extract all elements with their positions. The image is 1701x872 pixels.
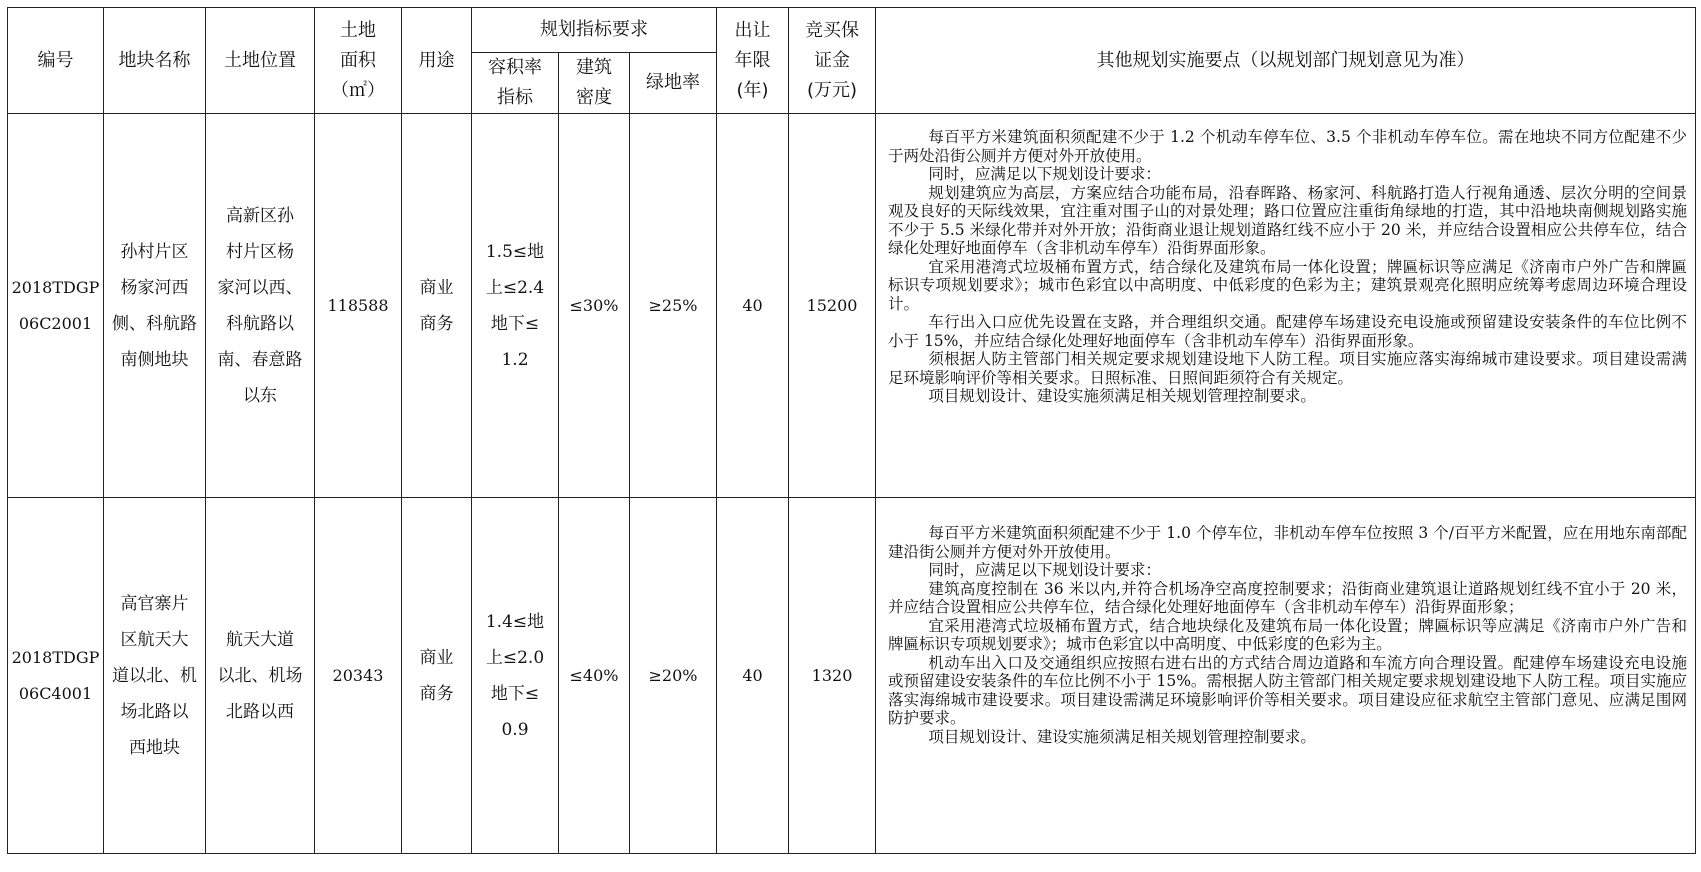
- row1-deposit: 15200: [789, 114, 876, 498]
- row1-use-line: 商业: [419, 277, 454, 298]
- row1-location-line: 高新区孙: [226, 205, 294, 226]
- header-plan-group: 规划指标要求: [472, 8, 717, 53]
- row2-note-paragraph: 项目规划设计、建设实施须满足相关规划管理控制要求。: [928, 727, 1316, 746]
- row2-location-line: 北路以西: [226, 701, 294, 722]
- header-term-line1: 出让: [734, 19, 771, 41]
- row1-name: [104, 114, 206, 498]
- row1-density: ≤30%: [559, 114, 630, 498]
- row2-density: ≤40%: [559, 498, 630, 854]
- row2-far-line: 地下≤: [490, 683, 540, 704]
- row2-name: [104, 498, 206, 854]
- header-density: [559, 53, 630, 114]
- row2-use: [402, 498, 472, 854]
- header-use: 用途: [402, 8, 472, 114]
- header-deposit-line2: 证金: [814, 49, 851, 71]
- row2-note-paragraph: 每百平方米建筑面积须配建不少于 1.0 个停车位，非机动车停车位按照 3 个/百平方米配置，应在用地东南部配建沿街公厕并方便对外开放使用。: [888, 524, 1687, 561]
- header-density-line1: 建筑: [576, 57, 612, 78]
- row2-id-line2: 06C4001: [18, 683, 93, 703]
- row1-note-paragraph: 规划建筑应为高层，方案应结合功能布局，沿春晖路、杨家河、科航路打造人行视角通透、层次分明的空间景观及良好的天际线效果，宜注重对围子山的对景处理；路口位置应注重街角绿地的打造，其中沿地块南侧规划路实施不少于 5.5 米绿化带并对外开放；沿街商业退让规划道路红线不应小于 20 米，并应结合设置相应公共停车位，结合绿化处理好地面停车（含非机动车停车）沿街界面形象。: [888, 183, 1687, 257]
- header-area-line3: （㎡）: [331, 79, 385, 101]
- row1-area: 118588: [315, 114, 402, 498]
- row2-id-line1: 2018TDGP: [11, 647, 100, 667]
- header-name: 地块名称: [104, 8, 206, 114]
- row1-id: [8, 114, 104, 498]
- row2-location-line: 航天大道: [226, 629, 294, 650]
- row2-name-line: 场北路以: [120, 701, 189, 722]
- row1-far: [472, 114, 559, 498]
- row2-term: 40: [717, 498, 789, 854]
- row1-id-line1: 2018TDGP: [11, 277, 100, 297]
- row1-location-line: 村片区杨: [226, 241, 294, 262]
- land-parcel-table: [7, 7, 1696, 854]
- row1-note-paragraph: 宜采用港湾式垃圾桶布置方式，结合绿化及建筑布局一体化设置；牌匾标识等应满足《济南市户外广告和牌匾标识专项规划要求》；城市色彩宜以中高明度、中低彩度的色彩为主；建筑景观亮化照明应统筹考虑周边环境合理设计。: [888, 257, 1687, 313]
- row1-location-line: 科航路以: [226, 313, 294, 334]
- row1-note-paragraph: 项目规划设计、建设实施须满足相关规划管理控制要求。: [928, 387, 1316, 405]
- row1-use: [402, 114, 472, 498]
- header-term-line3: (年): [736, 79, 769, 101]
- row1-location-line: 以东: [243, 385, 277, 406]
- row2-note-paragraph: 建筑高度控制在 36 米以内,并符合机场净空高度控制要求；沿街商业建筑退让道路规划红线不宜小于 20 米，并应结合设置相应公共停车位，结合绿化处理好地面停车（含非机动车停车）沿街界面形象；: [888, 579, 1687, 616]
- row1-far-line: 地下≤: [490, 313, 540, 334]
- header-term: [717, 8, 789, 114]
- row2-name-line: 高官寨片: [120, 593, 189, 614]
- row1-name-line: 孙村片区: [120, 241, 189, 262]
- row2-location-line: 以北、机场: [217, 665, 303, 686]
- row1-far-line: 1.2: [501, 349, 529, 370]
- row2-notes: [876, 498, 1696, 854]
- row1-use-line: 商务: [419, 313, 454, 334]
- row2-note-paragraph: 宜采用港湾式垃圾桶布置方式，结合地块绿化及建筑布局一体化设置；牌匾标识等应满足《济南市户外广告和牌匾标识专项规划要求》；城市色彩宜以中高明度、中低彩度的色彩为主。: [888, 616, 1687, 653]
- table-row: [8, 114, 1696, 498]
- header-term-line2: 年限: [734, 49, 771, 71]
- table-row: [8, 498, 1696, 854]
- row2-note-paragraph: 同时，应满足以下规划设计要求：: [928, 561, 1161, 579]
- header-deposit-line3: (万元): [806, 79, 858, 101]
- row2-deposit: 1320: [789, 498, 876, 854]
- row1-note-paragraph: 须根据人防主管部门相关规定要求规划建设地下人防工程。项目实施应落实海绵城市建设要求。项目建设需满足环境影响评价等相关要求。日照标准、日照间距须符合有关规定。: [888, 350, 1687, 387]
- row2-far-line: 1.4≤地: [485, 611, 545, 632]
- row1-far-line: 1.5≤地: [485, 241, 545, 262]
- row2-name-line: 区航天大: [120, 629, 189, 650]
- row1-id-line2: 06C2001: [18, 313, 93, 333]
- row2-far-line: 0.9: [501, 719, 529, 740]
- row1-name-line: 侧、科航路: [112, 313, 197, 334]
- row2-far-line: 上≤2.0: [485, 647, 545, 668]
- row2-name-line: 道以北、机: [112, 665, 197, 686]
- row1-green: ≥25%: [630, 114, 717, 498]
- header-far: [472, 53, 559, 114]
- header-area-line2: 面积: [340, 49, 376, 71]
- row2-green: ≥20%: [630, 498, 717, 854]
- header-far-line2: 指标: [497, 87, 533, 108]
- row1-location-line: 家河以西、: [217, 277, 303, 298]
- row1-location: [206, 114, 315, 498]
- row1-far-line: 上≤2.4: [485, 277, 545, 298]
- header-area-line1: 土地: [340, 19, 376, 41]
- row1-term: 40: [717, 114, 789, 498]
- header-notes: 其他规划实施要点（以规划部门规划意见为准）: [876, 8, 1696, 114]
- row2-id: [8, 498, 104, 854]
- header-deposit: [789, 8, 876, 114]
- row2-name-line: 西地块: [129, 737, 180, 758]
- row1-note-paragraph: 每百平方米建筑面积须配建不少于 1.2 个机动车停车位、3.5 个非机动车停车位。需在地块不同方位配建不少于两处沿街公厕并方便对外开放使用。: [888, 128, 1687, 165]
- row1-notes: [876, 114, 1696, 498]
- header-location: 土地位置: [206, 8, 315, 114]
- header-far-line1: 容积率: [488, 57, 542, 78]
- header-area: [315, 8, 402, 114]
- row2-area: 20343: [315, 498, 402, 854]
- row1-name-line: 南侧地块: [120, 349, 189, 370]
- row2-use-line: 商务: [419, 683, 454, 704]
- header-density-line2: 密度: [576, 87, 612, 108]
- row2-note-paragraph: 机动车出入口及交通组织应按照右进右出的方式结合周边道路和车流方向合理设置。配建停车场建设充电设施或预留建设安装条件的车位比例不小于 15%。需根据人防主管部门相关规定要求规划建设地下人防工程。项目实施应落实海绵城市建设要求。项目建设需满足环境影响评价等相关要求。项目建设应征求航空主管部门意见、应满足围网防护要求。: [888, 653, 1687, 727]
- row1-name-line: 杨家河西: [120, 277, 189, 298]
- row1-location-line: 南、春意路: [217, 349, 303, 370]
- row2-location: [206, 498, 315, 854]
- row2-use-line: 商业: [419, 647, 454, 668]
- row2-far: [472, 498, 559, 854]
- header-id: 编号: [8, 8, 104, 114]
- row1-note-paragraph: 车行出入口应优先设置在支路，并合理组织交通。配建停车场建设充电设施或预留建设安装条件的车位比例不小于 15%，并应结合绿化处理好地面停车（含非机动车停车）沿街界面形象。: [888, 313, 1687, 350]
- header-green: 绿地率: [630, 53, 717, 114]
- row1-note-paragraph: 同时，应满足以下规划设计要求：: [928, 165, 1161, 183]
- header-deposit-line1: 竞买保: [805, 19, 860, 41]
